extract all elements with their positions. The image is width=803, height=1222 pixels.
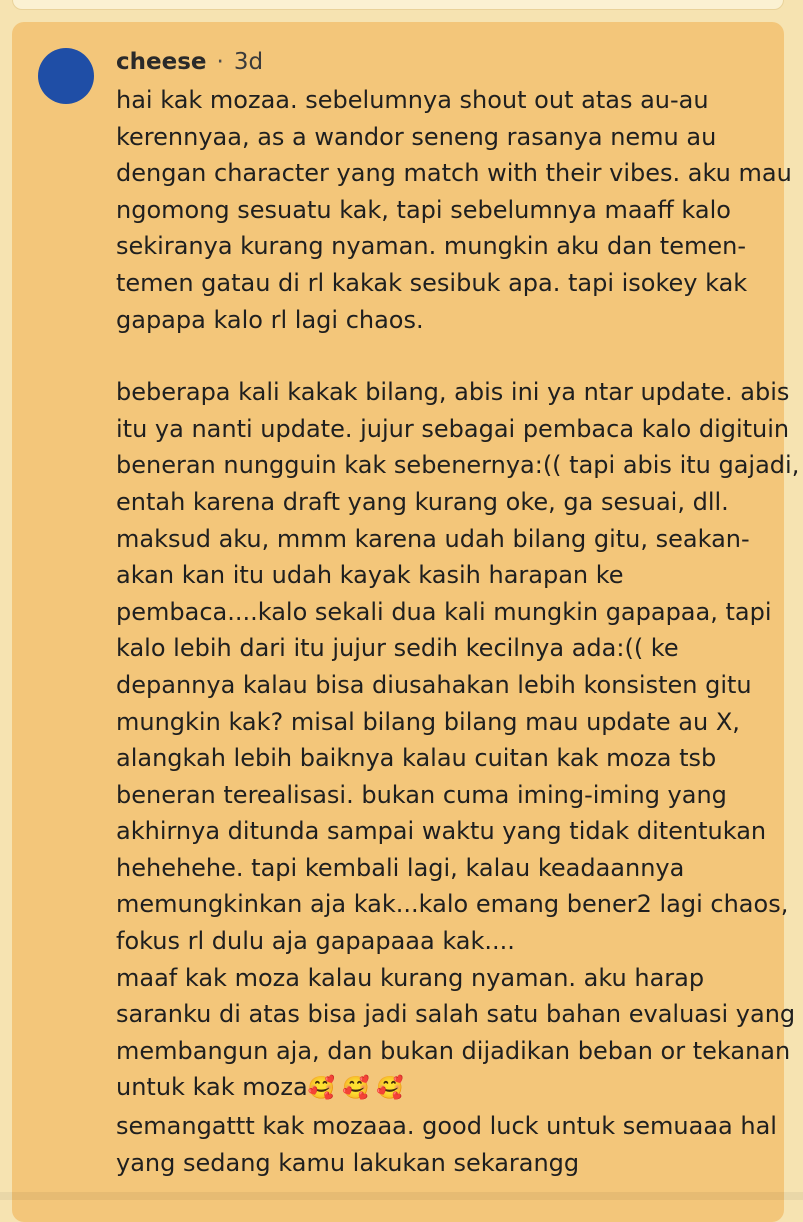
comment-age: 3d	[233, 49, 264, 75]
comment-line: fokus rl dulu aja gapapaaa kak....	[116, 927, 515, 956]
comment-line: kalo lebih dari itu jujur sedih kecilnya ada:(( ke	[116, 634, 679, 663]
comment-line: beneran terealisasi. bukan cuma iming-iming yang	[116, 780, 727, 809]
comment-line: sekiranya kurang nyaman. mungkin aku dan temen-	[116, 232, 746, 261]
comment-paragraph-1	[116, 82, 792, 338]
comment-line: pembaca....kalo sekali dua kali mungkin gapapaa, tapi	[116, 597, 772, 626]
comment-line-with-emoji	[116, 1069, 786, 1108]
comment-line: membangun aja, dan bukan dijadikan beban or tekanan	[116, 1036, 791, 1065]
comment-line: maaf kak moza kalau kurang nyaman. aku harap	[116, 963, 705, 992]
comment-line: itu ya nanti update. jujur sebagai pembaca kalo digituin	[116, 414, 790, 443]
comment-line: akan kan itu udah kayak kasih harapan ke	[116, 561, 624, 590]
comment-line: memungkinkan aja kak...kalo emang bener2 lagi chaos,	[116, 890, 789, 919]
comment-author[interactable]: cheese	[116, 49, 207, 75]
comment-line: beneran nungguin kak sebenernya:(( tapi abis itu gajadi,	[116, 451, 800, 480]
comment-line: maksud aku, mmm karena udah bilang gitu, seakan-	[116, 524, 750, 553]
header-separator: ·	[216, 49, 224, 75]
bottom-shade	[0, 1192, 803, 1200]
comment-line: mungkin kak? misal bilang bilang mau update au X,	[116, 707, 740, 736]
paragraph-gap	[116, 338, 786, 374]
comment-line: entah karena draft yang kurang oke, ga sesuai, dll.	[116, 487, 729, 516]
comment-header	[116, 45, 263, 79]
user-avatar[interactable]	[38, 48, 94, 104]
comment-body	[116, 82, 800, 1181]
comment-line: depannya kalau bisa diusahakan lebih konsisten gitu	[116, 670, 752, 699]
comment-line: kerennyaa, as a wandor seneng rasanya nemu au	[116, 122, 717, 151]
comment-line: alangkah lebih baiknya kalau cuitan kak moza tsb	[116, 744, 717, 773]
comment-line: beberapa kali kakak bilang, abis ini ya ntar update. abis	[116, 378, 790, 407]
comment-line: ngomong sesuatu kak, tapi sebelumnya maaff kalo	[116, 195, 731, 224]
previous-card-edge	[12, 0, 784, 10]
comment-line: hehehehe. tapi kembali lagi, kalau keadaannya	[116, 853, 685, 882]
comment-line: semangattt kak mozaaa. good luck untuk semuaaa hal	[116, 1112, 777, 1141]
comment-line: akhirnya ditunda sampai waktu yang tidak ditentukan	[116, 817, 767, 846]
comment-line: yang sedang kamu lakukan sekarangg	[116, 1148, 580, 1177]
comment-line: gapapa kalo rl lagi chaos.	[116, 305, 424, 334]
comment-line: dengan character yang match with their vibes. aku mau	[116, 159, 792, 188]
comment-paragraph-2	[116, 374, 800, 1181]
heart-face-emoji-icon: 🥰 🥰 🥰	[307, 1076, 404, 1102]
comment-line: hai kak mozaa. sebelumnya shout out atas au-au	[116, 86, 709, 114]
comment-line-text: untuk kak moza	[116, 1073, 308, 1102]
comment-line: temen gatau di rl kakak sesibuk apa. tapi isokey kak	[116, 268, 748, 297]
comment-line: saranku di atas bisa jadi salah satu bahan evaluasi yang	[116, 1000, 796, 1029]
